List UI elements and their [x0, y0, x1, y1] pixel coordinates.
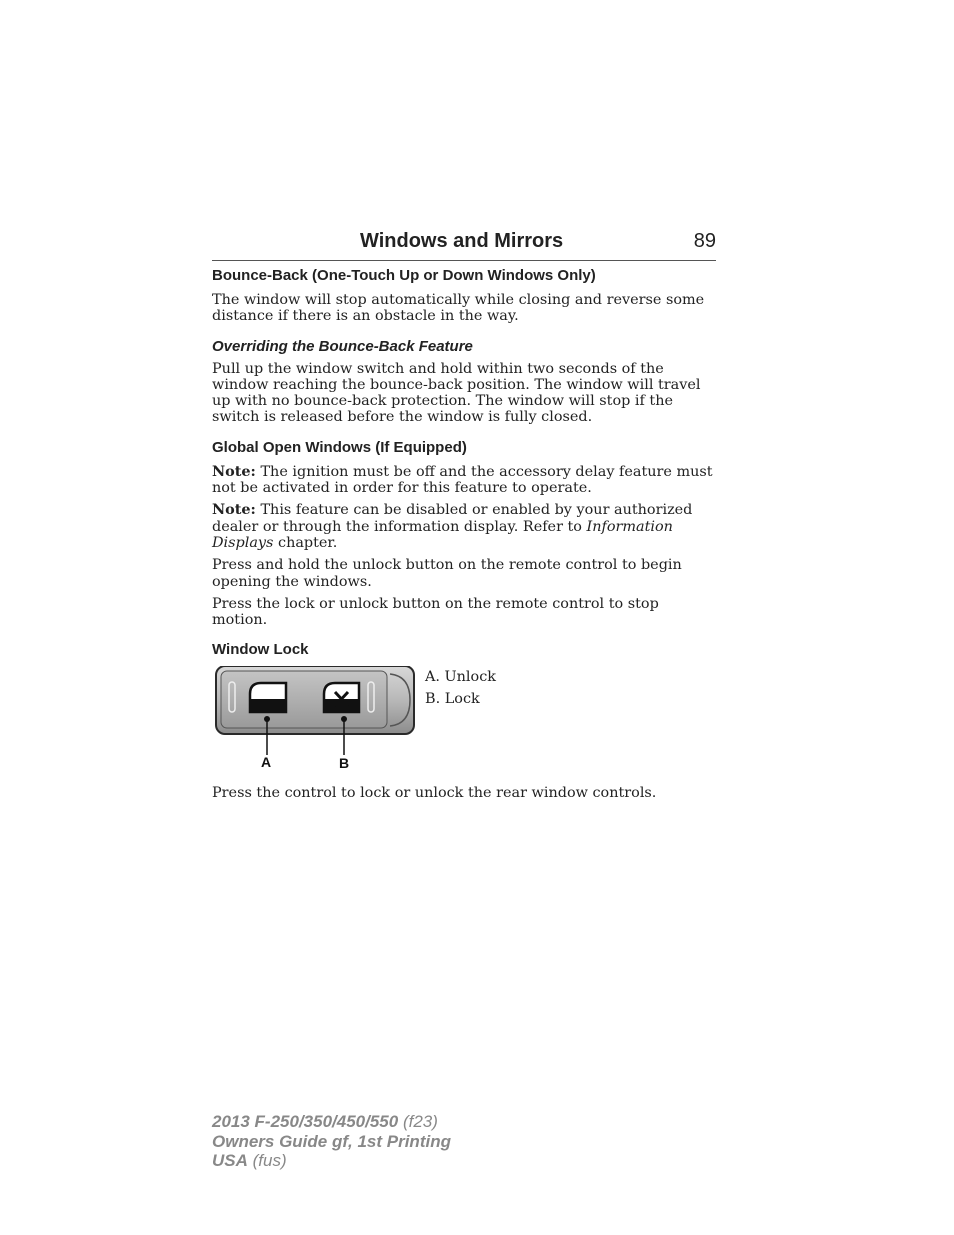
global-stop-instructions: Press the lock or unlock button on the remote control to stop motion.: [212, 595, 659, 629]
footer-model-name: 2013 F-250/350/450/550: [212, 1112, 399, 1131]
page-number: 89: [693, 230, 716, 252]
chapter-reference: Information Displays: [212, 518, 673, 551]
heading-override: Overriding the Bounce-Back Feature: [212, 337, 473, 355]
footer-printing: [212, 1132, 451, 1152]
chapter-title: Windows and Mirrors: [360, 230, 564, 252]
bounce-back-body: The window will stop automatically while closing and reverse some distance if there is an obstacle in the way.: [212, 292, 705, 325]
page-footer: [212, 1112, 451, 1171]
footer-model: [212, 1112, 451, 1132]
callout-label-a: A: [260, 754, 272, 771]
window-lock-icon: [324, 683, 359, 712]
legend-item-unlock: A. Unlock: [425, 669, 496, 686]
note-label: Note:: [212, 462, 256, 480]
legend-item-lock: B. Lock: [425, 691, 480, 708]
note-text: This feature can be disabled or enabled by your authorized dealer or through the information display. Refer to: [212, 502, 693, 535]
footer-guide-name: Owners Guide gf, 1st Printing: [212, 1131, 451, 1151]
note-end: chapter.: [273, 534, 338, 551]
note-ignition: [212, 464, 718, 497]
window-lock-body: Press the control to lock or unlock the rear window controls.: [212, 785, 657, 802]
global-open-instructions: Press and hold the unlock button on the remote control to begin opening the windows.: [212, 557, 682, 590]
window-lock-switch-illustration: [212, 666, 416, 778]
heading-bounce-back: Bounce-Back (One-Touch Up or Down Windows Only): [212, 267, 596, 284]
footer-region: [212, 1151, 451, 1171]
heading-window-lock: Window Lock: [212, 641, 309, 659]
footer-region-code: (fus): [247, 1151, 287, 1170]
figure-legend: [425, 666, 496, 710]
note-disable: [212, 502, 718, 551]
note-label: Note:: [212, 501, 256, 519]
switch-body: [216, 666, 414, 734]
heading-global-open: Global Open Windows (If Equipped): [212, 438, 467, 456]
page-header: [212, 230, 716, 261]
window-unlock-icon: [250, 683, 286, 712]
callout-label-b: B: [338, 755, 350, 772]
note-text: The ignition must be off and the accessory delay feature must not be activated in order for this feature to operate.: [212, 463, 713, 497]
footer-model-code: (f23): [398, 1112, 438, 1131]
footer-region-name: USA: [212, 1151, 248, 1170]
page-content: [212, 267, 718, 808]
window-lock-figure: [212, 666, 718, 778]
override-body: Pull up the window switch and hold within two seconds of the window reaching the bounce-back position. The window will travel up with no bounce-back protection. The window will stop if the switch is released before the window is fully closed.: [212, 360, 701, 426]
